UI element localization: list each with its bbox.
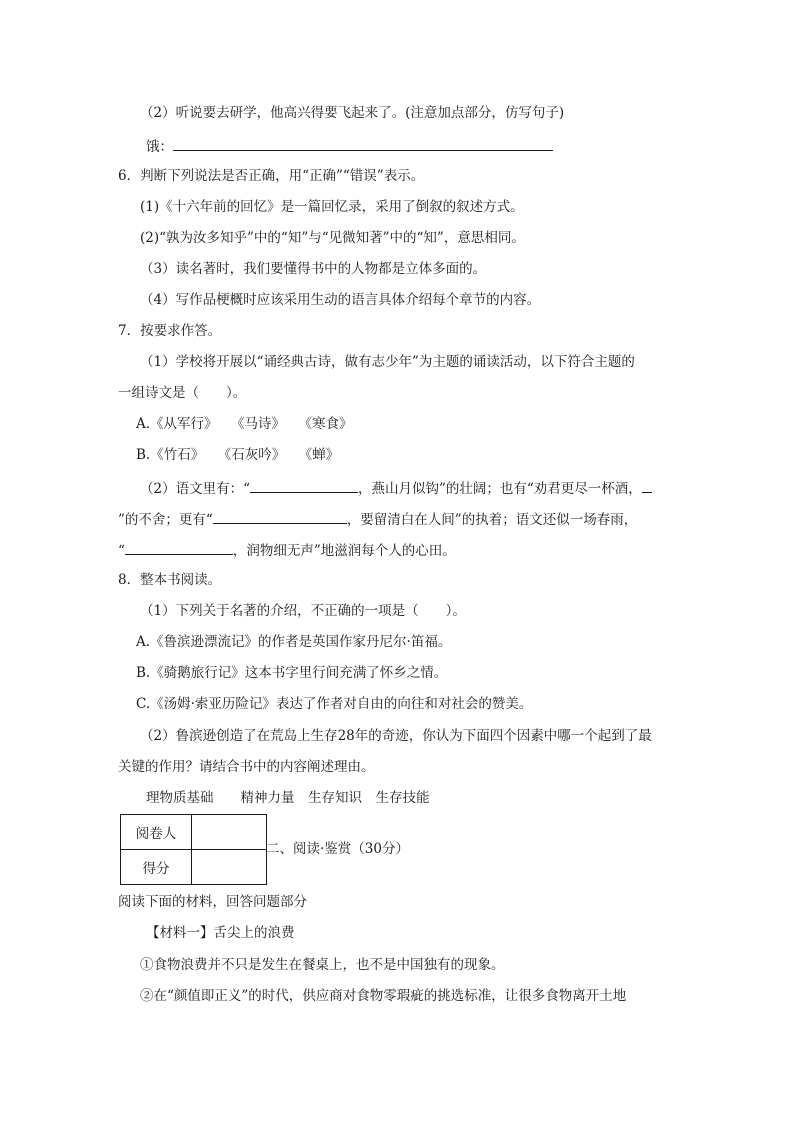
question-6-item-2: (2)“孰为汝多知乎”中的“知”与“见微知著”中的“知”，意思相同。 xyxy=(140,230,525,246)
question-7-2-line-c xyxy=(118,540,456,560)
question-7-option-a: A.《从军行》 《马诗》 《寒食》 xyxy=(136,416,353,432)
q5-2-answer xyxy=(146,136,553,156)
factor-options: 理物质基础 精神力量 生存知识 生存技能 xyxy=(146,790,430,806)
question-7-1-line-b: 一组诗文是（ ）。 xyxy=(118,385,247,401)
q7-2b-pre: ”的不舍；更有“ xyxy=(118,512,213,528)
answer-blank[interactable] xyxy=(173,136,553,151)
question-7-title: 7．按要求作答。 xyxy=(118,323,222,339)
question-8-2-line-a: （2）鲁滨逊创造了在荒岛上生存28年的奇迹，你认为下面四个因素中哪一个起到了最 xyxy=(140,728,652,744)
score-points-label: 得分 xyxy=(121,850,192,885)
material-1-title: 【材料一】舌尖上的浪费 xyxy=(146,925,295,941)
question-8-option-a: A.《鲁滨逊漂流记》的作者是英国作家丹尼尔·笛福。 xyxy=(136,634,452,650)
q7-2c-mid: ，润物细无声”地滋润每个人的心田。 xyxy=(232,543,456,559)
answer-blank[interactable] xyxy=(642,478,652,493)
score-points-cell[interactable] xyxy=(192,850,267,885)
reading-intro: 阅读下面的材料，回答问题部分 xyxy=(118,894,307,910)
question-7-2-line-b xyxy=(118,509,637,529)
question-6-item-4: （4）写作品梗概时应该采用生动的语言具体介绍每个章节的内容。 xyxy=(140,292,541,308)
q7-2a-mid: ，燕山月似钩”的壮阔；也有“劝君更尽一杯酒， xyxy=(358,481,642,497)
question-8-option-c: C.《汤姆·索亚历险记》表达了作者对自由的向往和对社会的赞美。 xyxy=(136,696,533,712)
answer-blank[interactable] xyxy=(250,478,358,493)
question-6-title: 6．判断下列说法是否正确，用“正确”“错误”表示。 xyxy=(118,168,425,184)
question-8-option-b: B.《骑鹅旅行记》这本书字里行间充满了怀乡之情。 xyxy=(136,665,448,681)
q5-2-label: 饿： xyxy=(146,139,173,155)
question-7-1-line-a: （1）学校将开展以“诵经典古诗，做有志少年”为主题的诵读活动，以下符合主题的 xyxy=(140,354,635,370)
material-1-paragraph-1: ①食物浪费并不只是发生在餐桌上，也不是中国独有的现象。 xyxy=(140,957,505,973)
q5-2-prompt: （2）听说要去研学，他高兴得要飞起来了。(注意加点部分，仿写句子) xyxy=(140,105,565,121)
question-8-1: （1）下列关于名著的介绍，不正确的一项是（ ）。 xyxy=(140,603,466,619)
question-7-2-line-a xyxy=(140,478,652,498)
question-6-item-3: （3）读名著时，我们要懂得书中的人物都是立体多面的。 xyxy=(140,261,487,277)
material-1-paragraph-2: ②在“颜值即正义”的时代，供应商对食物零瑕疵的挑选标准，让很多食物离开土地 xyxy=(140,988,627,1004)
question-8-title: 8．整本书阅读。 xyxy=(118,572,222,588)
q7-2b-mid: ，要留清白在人间”的执着；语文还似一场春雨， xyxy=(346,512,638,528)
question-6-item-1: (1)《十六年前的回忆》是一篇回忆录，采用了倒叙的叙述方式。 xyxy=(140,199,524,215)
q7-2a-pre: （2）语文里有：“ xyxy=(140,481,250,497)
question-8-2-line-b: 关键的作用？请结合书中的内容阐述理由。 xyxy=(118,759,375,775)
answer-blank[interactable] xyxy=(213,509,347,524)
score-reader-cell[interactable] xyxy=(192,815,267,850)
score-table xyxy=(120,814,267,885)
q7-2c-pre: “ xyxy=(118,543,125,559)
section-2-heading: 二、阅读·鉴赏（30分） xyxy=(266,841,409,857)
question-7-option-b: B.《竹石》 《石灰吟》 《蝉》 xyxy=(136,447,340,463)
score-reader-label: 阅卷人 xyxy=(121,815,192,850)
answer-blank[interactable] xyxy=(125,540,233,555)
